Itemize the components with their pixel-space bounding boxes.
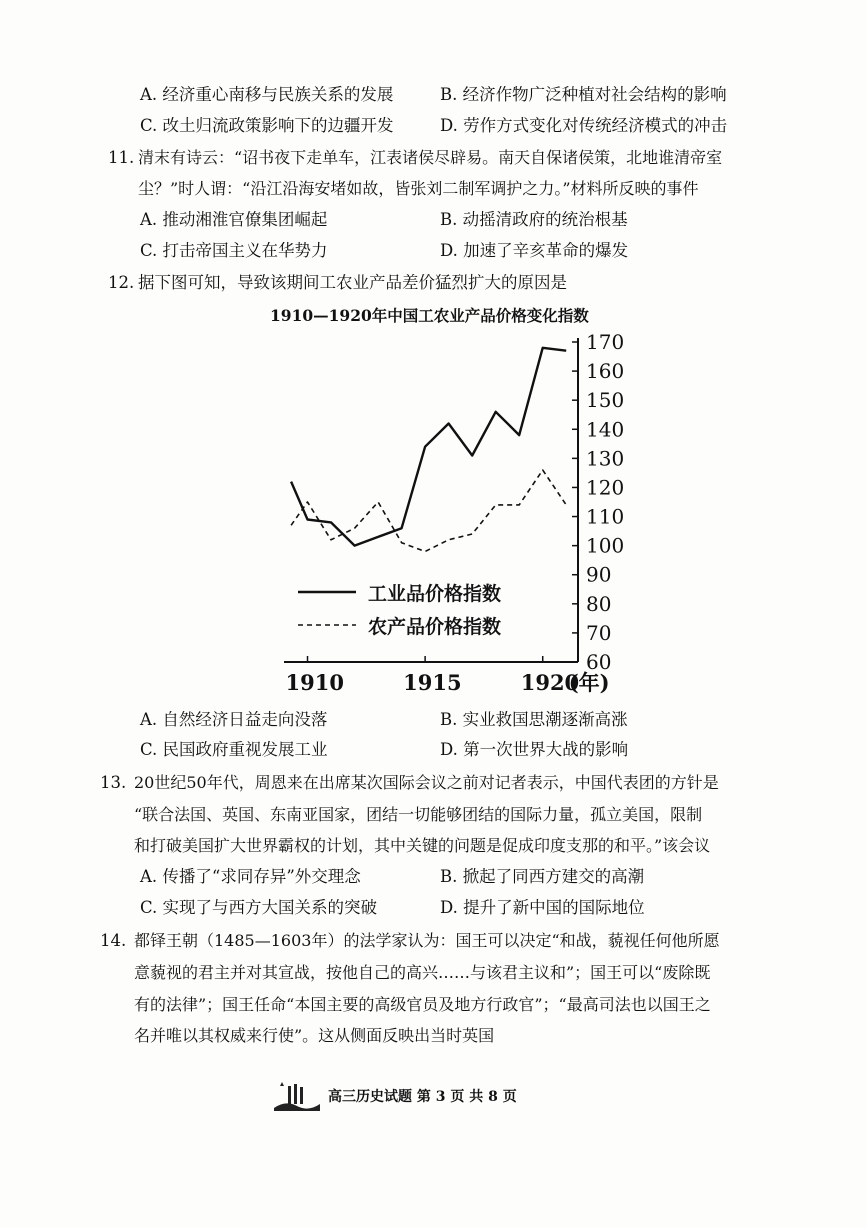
q11-option-d[interactable]: D. 加速了辛亥革命的爆发 [440,241,629,260]
x-tick-label: 1910 [285,670,344,695]
y-tick-label: 90 [586,562,612,587]
q14-stem-line3: 有的法律”；国王任命“本国主要的高级官员及地方行政官”；“最高司法也以国王之 [134,995,711,1014]
x-axis-unit-label: (年) [568,670,610,695]
y-tick-label: 130 [586,446,625,471]
q14-number: 14. [100,931,127,950]
y-tick-label: 170 [586,330,625,354]
industrial-price-line [291,348,566,546]
legend-agricultural-label: 农产品价格指数 [368,616,502,638]
q13-option-a[interactable]: A. 传播了“求同存异”外交理念 [140,867,361,886]
q11-stem-line2: 尘？”时人谓：“沿江沿海安堵如故，皆张刘二制军调护之力。”材料所反映的事件 [138,179,699,198]
q13-stem-line2: “联合法国、英国、东南亚国家，团结一切能够团结的国际力量，孤立美国，限制 [134,805,703,824]
y-tick-label: 60 [586,650,612,674]
publisher-logo [272,1078,322,1114]
q11-option-a[interactable]: A. 推动湘淮官僚集团崛起 [140,210,328,229]
q12-option-a[interactable]: A. 自然经济日益走向没落 [140,710,328,729]
q11-number: 11. [108,148,135,167]
q12-option-d[interactable]: D. 第一次世界大战的影响 [440,740,629,759]
q13-stem-line1: 20世纪50年代，周恩来在出席某次国际会议之前对记者表示，中国代表团的方针是 [134,773,719,792]
y-tick-label: 110 [586,504,625,529]
y-tick-label: 70 [586,620,612,645]
q11-option-c[interactable]: C. 打击帝国主义在华势力 [140,241,328,260]
q13-stem-line3: 和打破美国扩大世界霸权的计划，其中关键的问题是促成印度支那的和平。”该会议 [134,836,711,855]
q12-option-c[interactable]: C. 民国政府重视发展工业 [140,740,328,759]
q13-option-d[interactable]: D. 提升了新中国的国际地位 [440,898,645,917]
x-tick-label: 1920 [520,670,580,695]
y-tick-label: 140 [586,417,625,442]
y-tick-label: 160 [586,359,625,384]
y-tick-label: 80 [586,591,612,616]
q13-option-b[interactable]: B. 掀起了同西方建交的高潮 [440,867,645,886]
q10-option-d[interactable]: D. 劳作方式变化对传统经济模式的冲击 [440,116,728,135]
q12-option-b[interactable]: B. 实业救国思潮逐渐高涨 [440,710,628,729]
page-footer: 高三历史试题 第 3 页 共 8 页 [328,1089,517,1105]
legend-industrial-label: 工业品价格指数 [368,583,502,605]
q11-option-b[interactable]: B. 动摇清政府的统治根基 [440,210,628,229]
y-tick-label: 150 [586,388,625,413]
price-index-chart [260,320,625,700]
q12-stem: 据下图可知，导致该期间工农业产品差价猛烈扩大的原因是 [138,273,567,292]
agricultural-price-line [291,470,566,552]
y-tick-label: 100 [586,533,625,558]
q11-stem-line1: 清末有诗云：“诏书夜下走单车，江表诸侯尽辟易。南天自保诸侯策，北地谁清帝室 [138,148,723,167]
q12-number: 12. [108,273,135,292]
q13-number: 13. [100,773,127,792]
q10-option-c[interactable]: C. 改土归流政策影响下的边疆开发 [140,116,394,135]
x-tick-label: 1915 [403,670,462,695]
q14-stem-line4: 名并唯以其权威来行使”。这从侧面反映出当时英国 [134,1026,495,1045]
chart-title: 1910—1920年中国工农业产品价格变化指数 [270,306,589,325]
q14-stem-line2: 意藐视的君主并对其宣战，按他自己的高兴……与该君主议和”；国王可以“废除既 [134,963,711,982]
q14-stem-line1: 都铎王朝（1485—1603年）的法学家认为：国王可以决定“和战，藐视任何他所愿 [134,931,720,950]
q10-option-a[interactable]: A. 经济重心南移与民族关系的发展 [140,85,394,104]
y-tick-label: 120 [586,475,625,500]
q10-option-b[interactable]: B. 经济作物广泛种植对社会结构的影响 [440,85,727,104]
q13-option-c[interactable]: C. 实现了与西方大国关系的突破 [140,898,378,917]
